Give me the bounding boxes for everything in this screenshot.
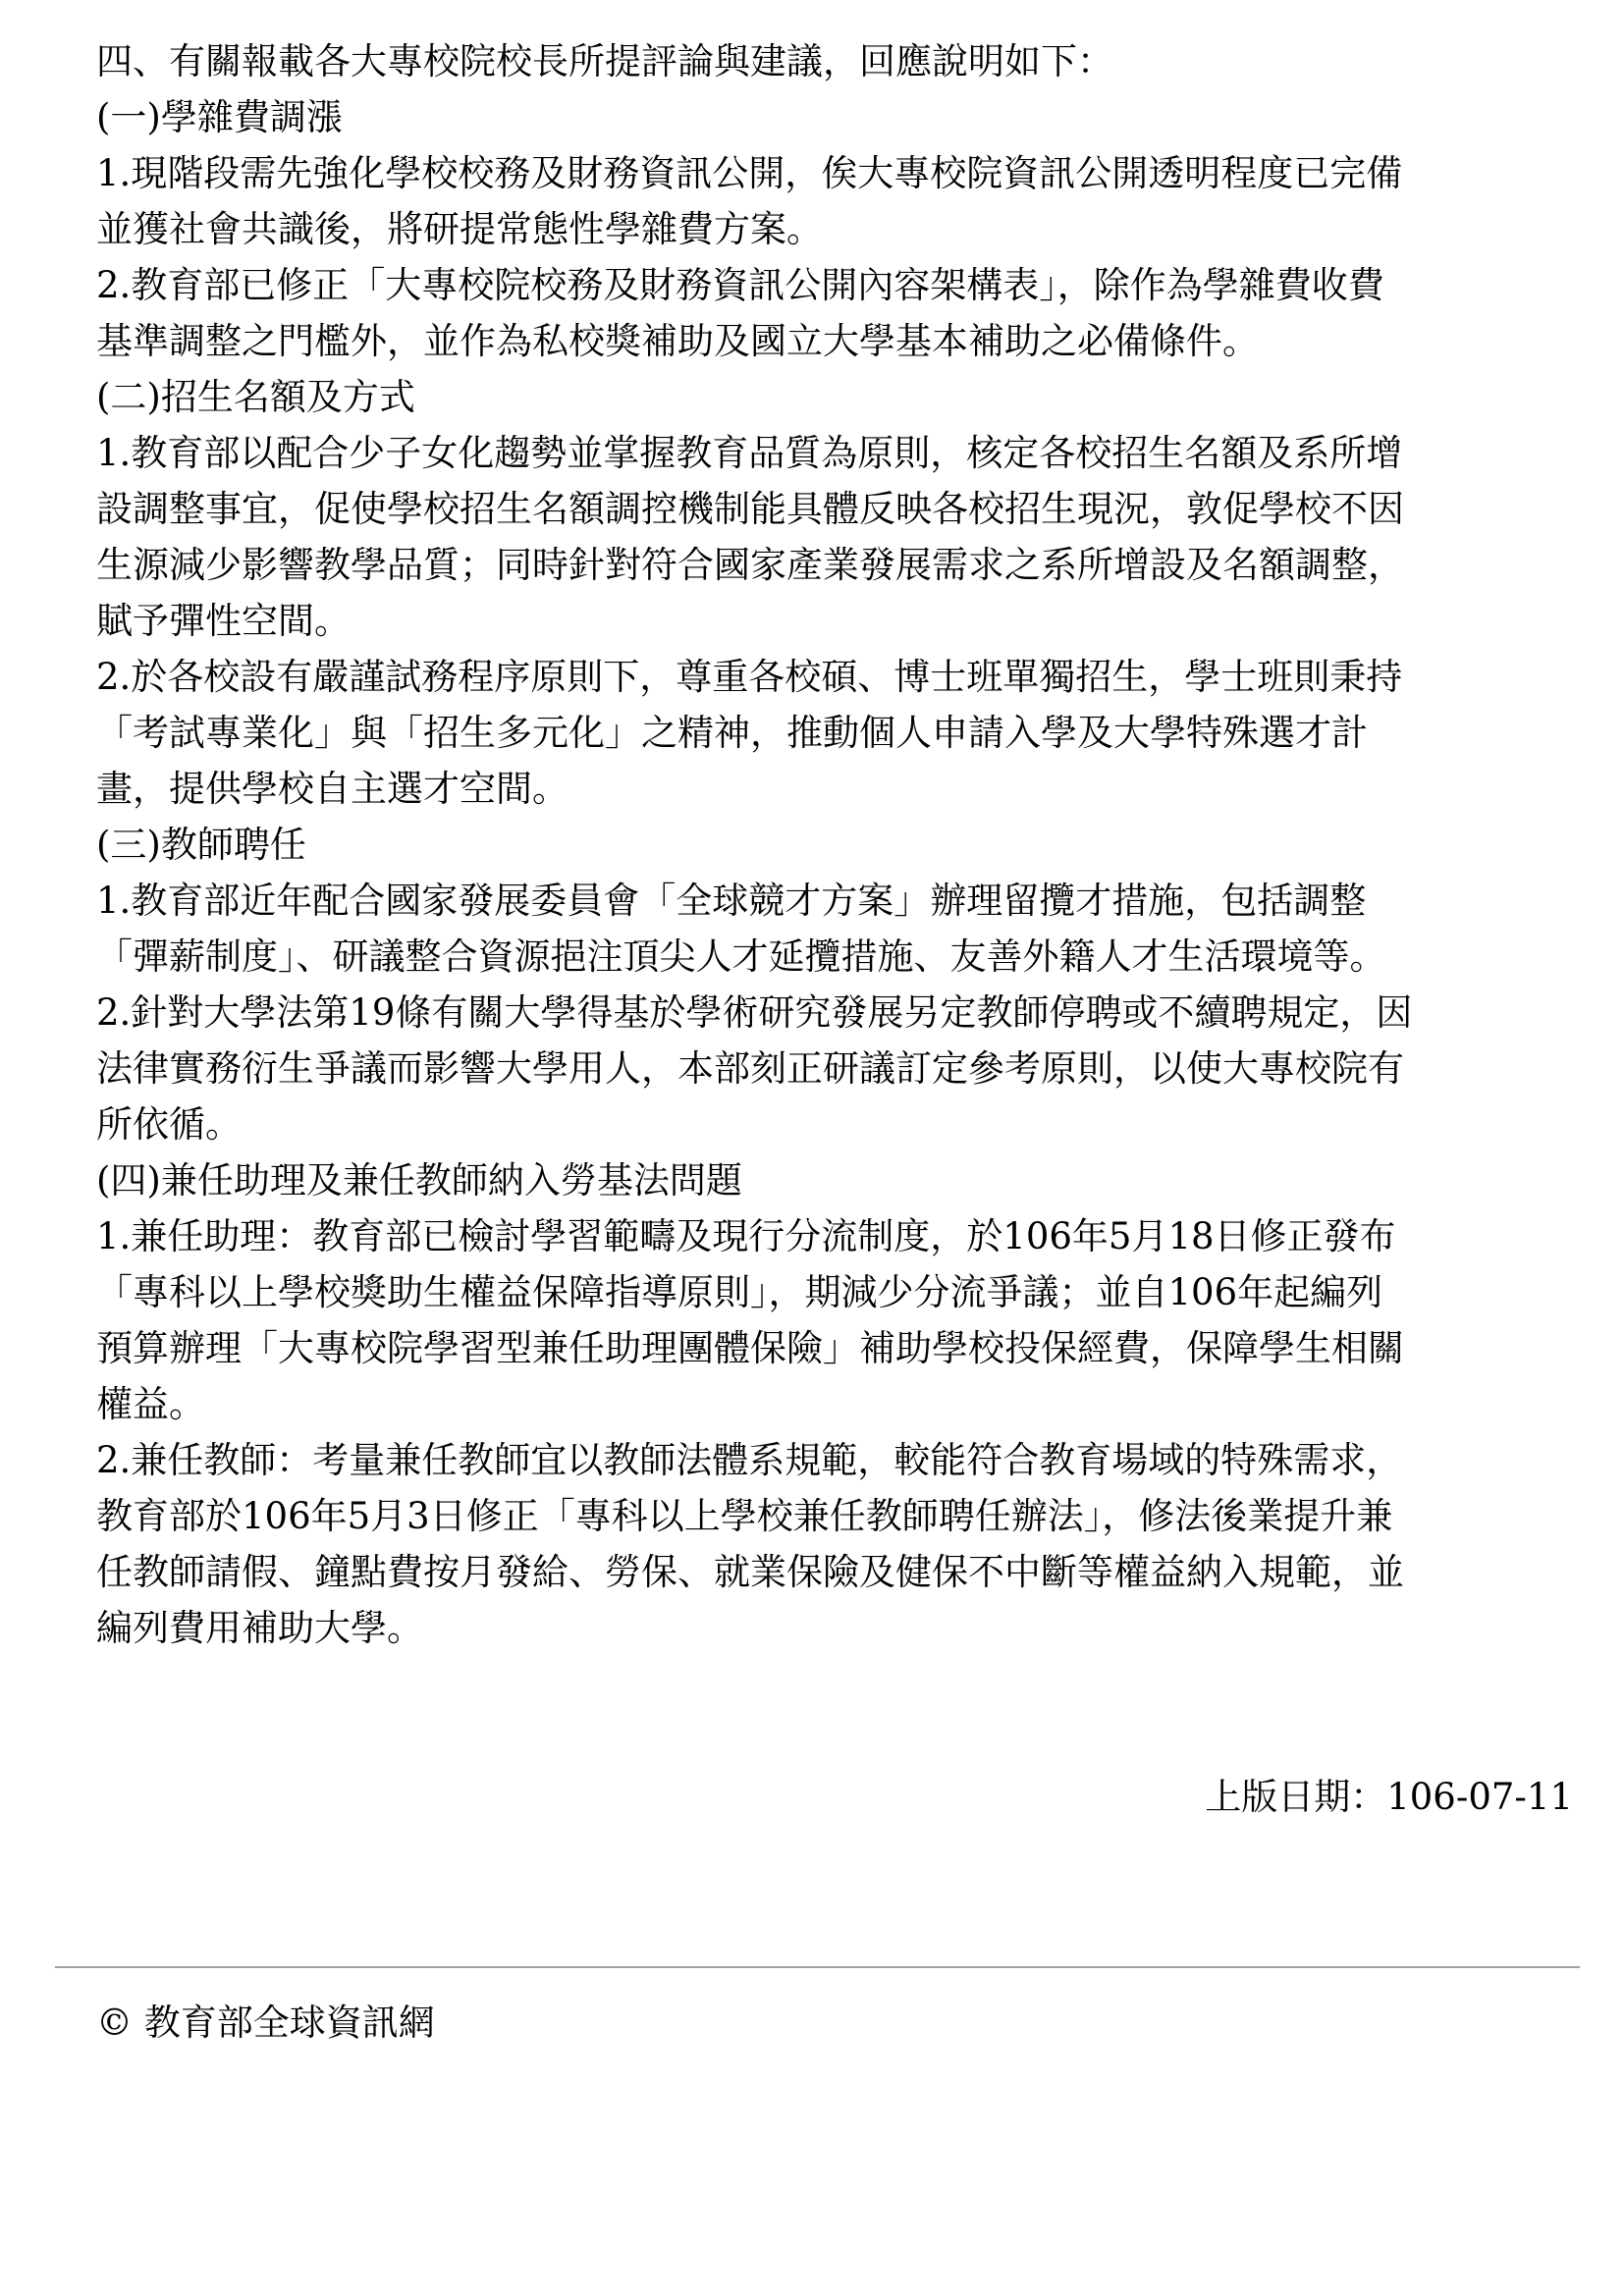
paragraph-line: 「彈薪制度」、研議整合資源挹注頂尖人才延攬措施、友善外籍人才生活環境等。 bbox=[96, 935, 1386, 978]
paragraph-line: 「考試專業化」與「招生多元化」之精神，推動個人申請入學及大學特殊選才計 bbox=[96, 712, 1368, 754]
paragraph-line: 「專科以上學校獎助生權益保障指導原則」，期減少分流爭議；並自106年起編列 bbox=[96, 1271, 1383, 1313]
paragraph-line: 生源減少影響教學品質；同時針對符合國家產業發展需求之系所增設及名額調整， bbox=[96, 544, 1404, 586]
paragraph-line: 2.兼任教師：考量兼任教師宜以教師法體系規範，較能符合教育場域的特殊需求， bbox=[96, 1439, 1403, 1481]
paragraph-line: 並獲社會共識後，將研提常態性學雜費方案。 bbox=[96, 208, 823, 250]
subsection-heading-labor-law: (四)兼任助理及兼任教師納入勞基法問題 bbox=[96, 1159, 742, 1201]
paragraph-line: 2.針對大學法第19條有關大學得基於學術研究發展另定教師停聘或不續聘規定，因 bbox=[96, 991, 1413, 1034]
paragraph-line: 預算辦理「大專校院學習型兼任助理團體保險」補助學校投保經費，保障學生相關 bbox=[96, 1327, 1404, 1369]
paragraph-line: 法律實務衍生爭議而影響大學用人，本部刻正研議訂定參考原則，以使大專校院有 bbox=[96, 1047, 1404, 1090]
paragraph-line: 1.現階段需先強化學校校務及財務資訊公開，俟大專校院資訊公開透明程度已完備 bbox=[96, 152, 1403, 194]
paragraph-line: 1.教育部以配合少子女化趨勢並掌握教育品質為原則，核定各校招生名額及系所增 bbox=[96, 432, 1403, 474]
paragraph-line: 權益。 bbox=[96, 1383, 205, 1425]
paragraph-line: 1.兼任助理：教育部已檢討學習範疇及現行分流制度，於106年5月18日修正發布 bbox=[96, 1215, 1396, 1257]
document-body bbox=[96, 33, 1530, 1656]
subsection-heading-tuition: (一)學雜費調漲 bbox=[96, 96, 343, 138]
paragraph-line: 設調整事宜，促使學校招生名額調控機制能具體反映各校招生現況，敦促學校不因 bbox=[96, 488, 1404, 530]
paragraph-line: 教育部於106年5月3日修正「專科以上學校兼任教師聘任辦法」，修法後業提升兼 bbox=[96, 1495, 1393, 1537]
footer-copyright: © 教育部全球資訊網 bbox=[96, 2002, 435, 2044]
paragraph-line: 2.於各校設有嚴謹試務程序原則下，尊重各校碩、博士班單獨招生，學士班則秉持 bbox=[96, 656, 1403, 698]
paragraph-line: 賦予彈性空間。 bbox=[96, 600, 351, 642]
publish-date: 上版日期：106-07-11 bbox=[1205, 1776, 1573, 1818]
subsection-heading-faculty: (三)教師聘任 bbox=[96, 824, 306, 866]
paragraph-line: 畫，提供學校自主選才空間。 bbox=[96, 768, 568, 810]
paragraph-line: 基準調整之門檻外，並作為私校獎補助及國立大學基本補助之必備條件。 bbox=[96, 320, 1259, 362]
paragraph-line: 編列費用補助大學。 bbox=[96, 1607, 423, 1649]
paragraph-line: 2.教育部已修正「大專校院校務及財務資訊公開內容架構表」，除作為學雜費收費 bbox=[96, 264, 1384, 306]
footer-divider bbox=[55, 1966, 1580, 1968]
subsection-heading-enrollment: (二)招生名額及方式 bbox=[96, 376, 415, 418]
paragraph-line: 任教師請假、鐘點費按月發給、勞保、就業保險及健保不中斷等權益納入規範，並 bbox=[96, 1551, 1404, 1593]
section-heading: 四、有關報載各大專校院校長所提評論與建議，回應說明如下： bbox=[96, 40, 1113, 82]
paragraph-line: 1.教育部近年配合國家發展委員會「全球競才方案」辦理留攬才措施，包括調整 bbox=[96, 880, 1367, 922]
paragraph-line: 所依循。 bbox=[96, 1103, 242, 1146]
